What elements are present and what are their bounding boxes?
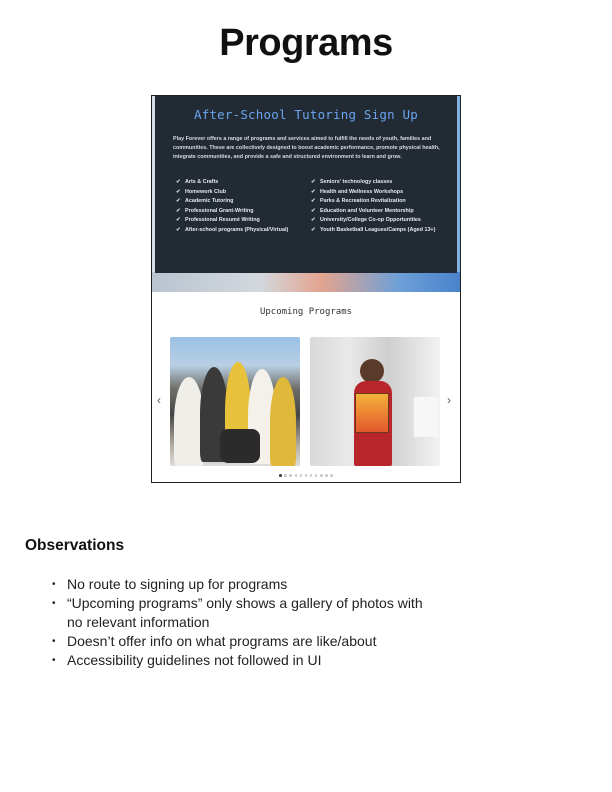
program-item-text: Arts & Crafts bbox=[185, 179, 219, 185]
check-icon: ✔ bbox=[311, 217, 316, 224]
program-list-left bbox=[176, 178, 301, 236]
check-icon: ✔ bbox=[176, 217, 181, 224]
hero-art-strip bbox=[152, 272, 460, 292]
carousel-dot[interactable] bbox=[289, 474, 292, 477]
program-item-text: Professional Resumé Writing bbox=[185, 217, 260, 224]
website-screenshot bbox=[151, 95, 461, 483]
check-icon: ✔ bbox=[176, 226, 181, 233]
carousel-dot[interactable] bbox=[295, 474, 298, 477]
observation-item-text: Accessibility guidelines not followed in UI bbox=[67, 652, 322, 668]
hero-description: Play Forever offers a range of programs and services aimed to fulfill the needs of youth, families and communities. These are collectively designed to boost academic performance, promote physical health, integrate communities, and provide a safe and structured environment to learn and grow. bbox=[173, 136, 440, 160]
program-item bbox=[311, 178, 451, 188]
check-icon: ✔ bbox=[176, 179, 181, 185]
gallery-photo-group bbox=[170, 337, 300, 466]
carousel-dot[interactable] bbox=[310, 474, 313, 477]
program-item-text: University/College Co-op Opportunities bbox=[320, 217, 421, 224]
program-item-text: Homework Club bbox=[185, 188, 227, 195]
check-icon: ✔ bbox=[311, 207, 316, 214]
program-item bbox=[311, 197, 451, 207]
observation-item-text: Doesn’t offer info on what programs are like/about bbox=[67, 633, 377, 649]
carousel-prev-icon[interactable]: ‹ bbox=[157, 393, 161, 407]
observations-list bbox=[52, 575, 432, 670]
program-item-text: Professional Grant-Writing bbox=[185, 207, 254, 214]
program-item bbox=[176, 216, 301, 226]
upcoming-programs-title: Upcoming Programs bbox=[259, 307, 353, 317]
check-icon: ✔ bbox=[311, 198, 316, 205]
program-item bbox=[311, 216, 451, 226]
check-icon: ✔ bbox=[176, 188, 181, 195]
carousel-dot[interactable] bbox=[325, 474, 328, 477]
carousel-dot[interactable] bbox=[279, 474, 282, 477]
program-item bbox=[176, 178, 301, 188]
program-item-text: Health and Wellness Workshops bbox=[320, 188, 404, 195]
program-item bbox=[176, 197, 301, 207]
carousel-dot[interactable] bbox=[330, 474, 333, 477]
program-item-text: After-school programs (Physical/Virtual) bbox=[185, 226, 289, 233]
observation-item bbox=[52, 594, 432, 632]
program-item-text: Youth Basketball Leagues/Camps (Aged 13+) bbox=[320, 226, 436, 233]
program-item-text: Academic Tutoring bbox=[185, 198, 234, 205]
program-item bbox=[176, 207, 301, 217]
carousel-dot[interactable] bbox=[305, 474, 308, 477]
program-item bbox=[176, 226, 301, 236]
hero-title: After-School Tutoring Sign Up bbox=[193, 107, 419, 122]
check-icon: ✔ bbox=[311, 179, 316, 185]
carousel-dot[interactable] bbox=[320, 474, 323, 477]
program-item-text: Seniors' technology classes bbox=[320, 179, 393, 185]
carousel-dot[interactable] bbox=[300, 474, 303, 477]
program-item bbox=[311, 188, 451, 198]
gallery-photo-child bbox=[310, 337, 440, 466]
program-item bbox=[311, 207, 451, 217]
carousel-dot[interactable] bbox=[284, 474, 287, 477]
carousel-next-icon[interactable]: › bbox=[447, 393, 451, 407]
hero-panel bbox=[155, 96, 457, 273]
check-icon: ✔ bbox=[311, 188, 316, 195]
check-icon: ✔ bbox=[311, 226, 316, 233]
program-item bbox=[311, 226, 451, 236]
program-list-right bbox=[311, 178, 451, 236]
check-icon: ✔ bbox=[176, 207, 181, 214]
carousel-dots[interactable] bbox=[152, 474, 460, 477]
observation-item bbox=[52, 632, 432, 651]
program-item-text: Parks & Recreation Revitalization bbox=[320, 198, 406, 205]
program-item-text: Education and Volunteer Mentorship bbox=[320, 207, 414, 214]
program-item bbox=[176, 188, 301, 198]
observation-item bbox=[52, 651, 432, 670]
observation-item-text: “Upcoming programs” only shows a gallery of photos with no relevant information bbox=[67, 595, 423, 630]
observation-item bbox=[52, 575, 432, 594]
observation-item-text: No route to signing up for programs bbox=[67, 576, 288, 592]
carousel-dot[interactable] bbox=[315, 474, 318, 477]
observations-heading: Observations bbox=[25, 537, 125, 554]
page-title: Programs bbox=[219, 22, 393, 64]
check-icon: ✔ bbox=[176, 198, 181, 205]
